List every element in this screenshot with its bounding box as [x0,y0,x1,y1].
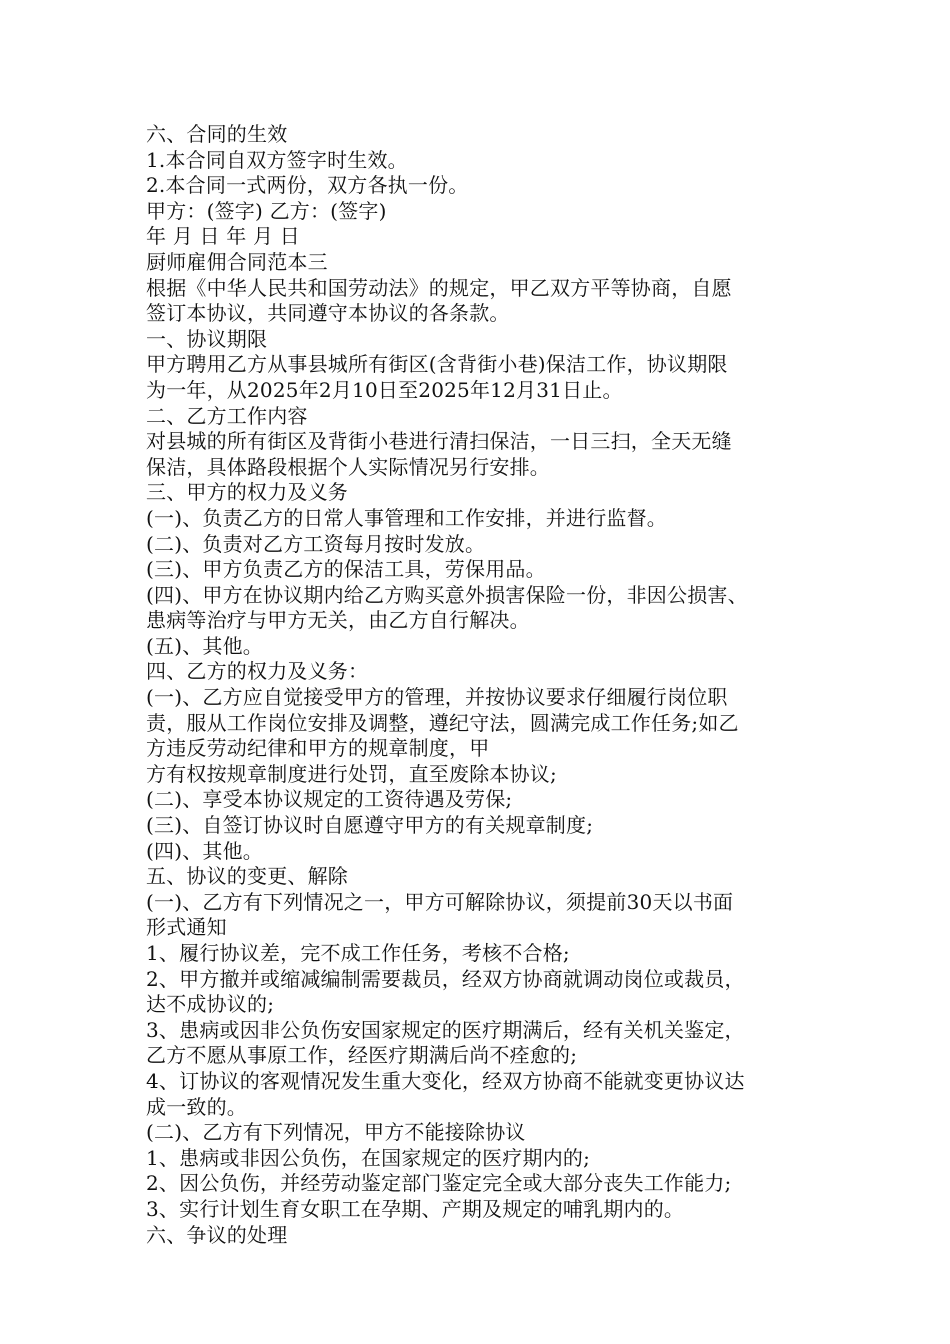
paragraph-line: 1.本合同自双方签字时生效。 [146,147,408,172]
paragraph-line: 对县城的所有街区及背街小巷进行清扫保洁，一日三扫，全天无缝 [146,429,732,454]
list-item: 1、患病或非因公负伤，在国家规定的医疗期内的; [146,1145,591,1170]
list-item: (一)、负责乙方的日常人事管理和工作安排，并进行监督。 [146,505,668,530]
section-heading: 三、甲方的权力及义务 [146,480,348,505]
list-item: (一)、乙方应自觉接受甲方的管理，并按协议要求仔细履行岗位职 [146,685,728,710]
paragraph-line: 为一年，从2025年2月10日至2025年12月31日止。 [146,377,623,402]
section-heading: 六、争议的处理 [146,1222,288,1247]
section-heading: 六、合同的生效 [146,122,288,146]
paragraph-line: 根据《中华人民共和国劳动法》的规定，甲乙双方平等协商，自愿 [146,275,732,300]
section-heading: 四、乙方的权力及义务： [146,659,369,684]
list-item: (三)、自签订协议时自愿遵守甲方的有关规章制度; [146,813,594,838]
document-title: 厨师雇佣合同范本三 [146,249,328,274]
list-item: (五)、其他。 [146,633,264,658]
list-item: 1、履行协议差，完不成工作任务，考核不合格; [146,941,570,965]
date-line: 年 月 日 年 月 日 [146,224,300,249]
paragraph-line: 患病等治疗与甲方无关，由乙方自行解决。 [146,608,530,633]
section-heading: 一、协议期限 [146,326,268,351]
list-item: (四)、其他。 [146,838,264,863]
list-item: (二)、负责对乙方工资每月按时发放。 [146,531,486,556]
signature-line: 甲方：(签字) 乙方：(签字) [146,198,387,223]
list-item: 2、因公负伤，并经劳动鉴定部门鉴定完全或大部分丧失工作能力; [146,1171,732,1196]
paragraph-line: 形式通知 [146,915,227,940]
section-heading: 二、乙方工作内容 [146,403,308,428]
paragraph-line: 签订本协议，共同遵守本协议的各条款。 [146,301,510,326]
list-item: (一)、乙方有下列情况之一，甲方可解除协议，须提前30天以书面 [146,889,734,914]
list-item: (二)、乙方有下列情况，甲方不能接除协议 [146,1120,526,1145]
list-item: 3、实行计划生育女职工在孕期、产期及规定的哺乳期内的。 [146,1196,685,1221]
list-item: 3、患病或因非公负伤安国家规定的医疗期满后，经有关机关鉴定， [146,1017,745,1042]
list-item: 4、订协议的客观情况发生重大变化，经双方协商不能就变更协议达 [146,1068,745,1093]
paragraph-line: 责，服从工作岗位安排及调整，遵纪守法，圆满完成工作任务;如乙 [146,710,739,735]
paragraph-line: 方违反劳动纪律和甲方的规章制度，甲 [146,736,490,761]
paragraph-line: 乙方不愿从事原工作，经医疗期满后尚不痊愈的; [146,1043,578,1068]
paragraph-line: 方有权按规章制度进行处罚，直至废除本协议; [146,761,557,786]
list-item: 2、甲方撤并或缩减编制需要裁员，经双方协商就调动岗位或裁员， [146,966,745,991]
document-body [146,122,836,1248]
list-item: (二)、享受本协议规定的工资待遇及劳保; [146,787,513,812]
section-heading: 五、协议的变更、解除 [146,864,348,889]
paragraph-line: 成一致的。 [146,1094,247,1119]
paragraph-line: 甲方聘用乙方从事县城所有街区(含背街小巷)保洁工作，协议期限 [146,352,728,377]
paragraph-line: 达不成协议的; [146,992,275,1017]
paragraph-line: 保洁，具体路段根据个人实际情况另行安排。 [146,454,550,479]
list-item: (四)、甲方在协议期内给乙方购买意外损害保险一份，非因公损害、 [146,582,748,607]
paragraph-line: 2.本合同一式两份，双方各执一份。 [146,173,469,198]
list-item: (三)、甲方负责乙方的保洁工具，劳保用品。 [146,557,546,582]
